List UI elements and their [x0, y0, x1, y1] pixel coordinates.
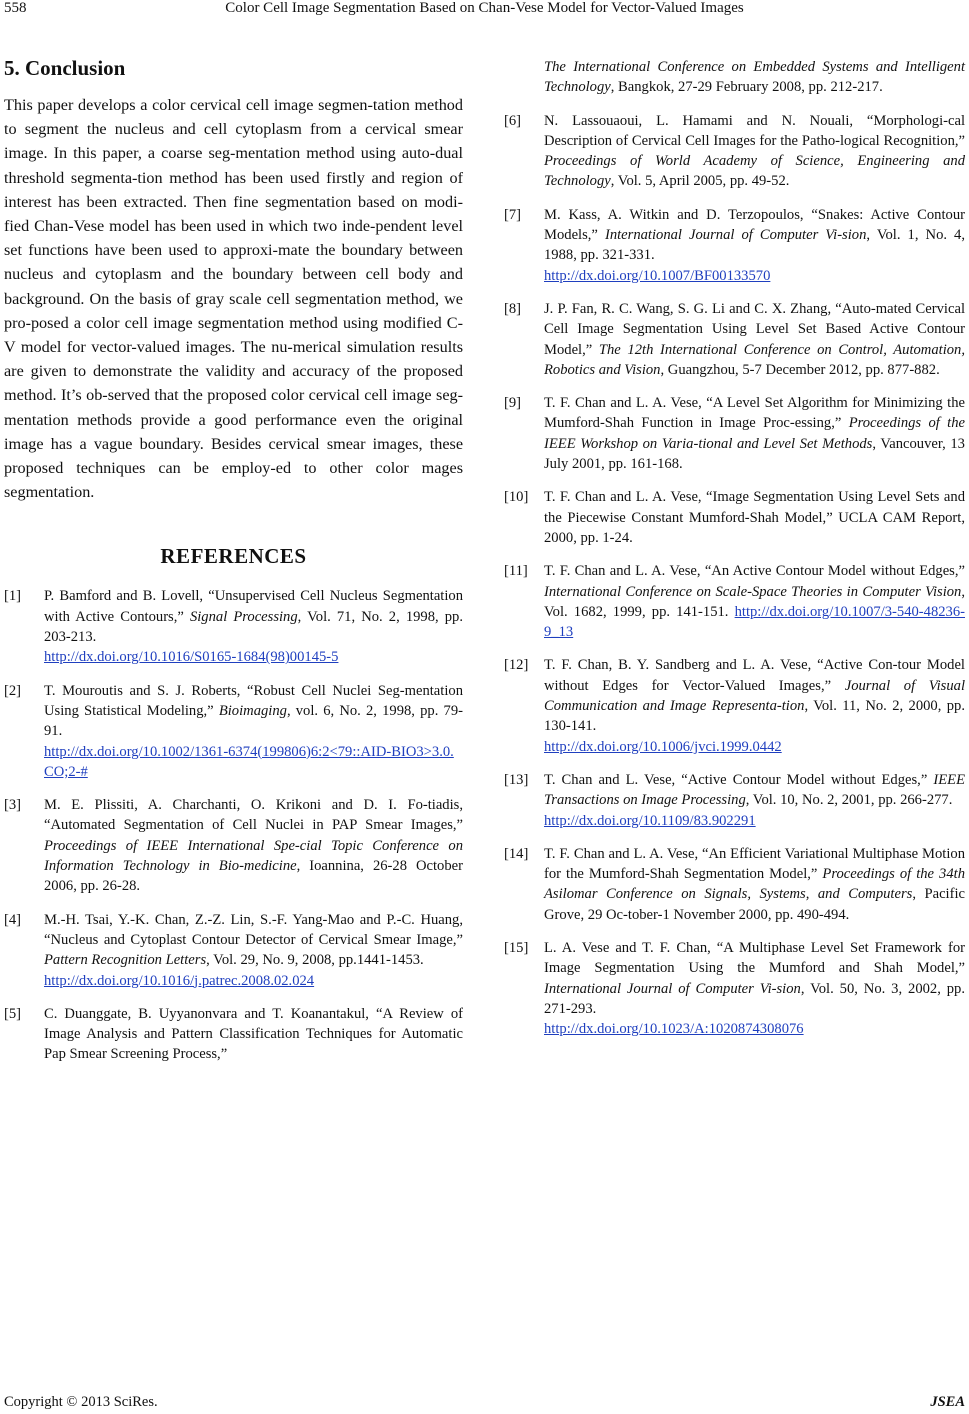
reference-authors-title: J. P. Fan, R. C. Wang, S. G. Li and C. X. Zhang, “Auto-mated Cervical Cell Image Segmentation Using Level Set Based Active Contour Model,”	[544, 300, 965, 358]
reference-authors-title: P. Bamford and B. Lovell, “Unsupervised Cell Nucleus Segmentation with Active Contours,”	[44, 588, 463, 625]
reference-list-right	[504, 57, 965, 1039]
reference-text	[544, 770, 965, 831]
reference-details: , Vol. 5, April 2005, pp. 49-52.	[610, 173, 790, 190]
reference-text	[544, 205, 965, 286]
reference-number: [5]	[4, 1005, 22, 1022]
reference-text	[544, 561, 965, 642]
running-title: Color Cell Image Segmentation Based on Chan-Vese Model for Vector-Valued Images	[225, 0, 744, 16]
reference-authors-title: T. F. Chan and L. A. Vese, “An Active Contour Model without Edges,”	[544, 563, 965, 580]
reference-text	[44, 681, 463, 782]
reference-text	[44, 1004, 463, 1065]
reference-item	[4, 681, 463, 782]
reference-item	[504, 393, 965, 474]
reference-details: , Vol. 11, No. 2, 2000, pp. 130-141.	[544, 698, 966, 735]
reference-venue: International Conference on Scale-Space Theories in Computer Vision	[544, 583, 962, 600]
reference-item	[504, 770, 965, 831]
reference-number: [7]	[504, 206, 522, 223]
reference-text	[544, 844, 965, 925]
reference-item	[504, 57, 965, 98]
reference-text	[544, 111, 965, 192]
reference-text	[544, 655, 965, 756]
reference-number: [6]	[504, 112, 522, 129]
reference-venue: Signal Processing	[189, 608, 298, 625]
reference-details: , Guangzhou, 5-7 December 2012, pp. 877-882.	[660, 361, 940, 378]
reference-details: , Vol. 1, No. 4, 1988, pp. 321-331.	[544, 227, 966, 264]
reference-number: [9]	[504, 395, 522, 412]
reference-item	[504, 655, 965, 756]
reference-item	[504, 205, 965, 286]
reference-item	[504, 111, 965, 192]
reference-authors-title: M. Kass, A. Witkin and D. Terzopoulos, “Snakes: Active Contour Models,”	[544, 206, 965, 244]
reference-item	[4, 586, 463, 667]
reference-authors-title: T. Mouroutis and S. J. Roberts, “Robust Cell Nuclei Seg-mentation Using Statistical Modeling,”	[44, 682, 463, 719]
reference-authors-title: M.-H. Tsai, Y.-K. Chan, Z.-Z. Lin, S.-F. Yang-Mao and P.-C. Huang, “Nucleus and Cytoplast Contour Detector of Cervical Smear Image,”	[44, 911, 463, 948]
conclusion-heading: 5. Conclusion	[4, 56, 126, 80]
journal-abbreviation: JSEA	[930, 1394, 965, 1410]
reference-venue: Proceedings of the IEEE Workshop on Varia-tional and Level Set Methods	[544, 415, 966, 452]
reference-item	[4, 910, 463, 991]
reference-text	[544, 938, 965, 1039]
left-column	[4, 56, 463, 1078]
reference-item	[504, 844, 965, 925]
reference-details: , Pacific Grove, 29 Oc-tober-1 November 2000, pp. 490-494.	[544, 886, 965, 923]
doi-link[interactable]: http://dx.doi.org/10.1007/BF00133570	[544, 267, 771, 284]
doi-link[interactable]: http://dx.doi.org/10.1023/A:1020874308076	[544, 1021, 804, 1038]
reference-venue: The 12th International Conference on Control, Automation, Robotics and Vision	[544, 341, 965, 378]
reference-text	[44, 586, 463, 667]
doi-link[interactable]: http://dx.doi.org/10.1109/83.902291	[544, 812, 756, 829]
reference-number: [2]	[4, 682, 22, 699]
reference-item	[504, 938, 965, 1039]
reference-item	[504, 487, 965, 548]
reference-details: , vol. 6, No. 2, 1998, pp. 79-91.	[44, 702, 463, 740]
reference-authors-title: C. Duanggate, B. Uyyanonvara and T. Koanantakul, “A Review of Image Analysis and Pattern Classification Techniques for Automatic Pap Smear Screening Process,”	[44, 1005, 463, 1063]
reference-text	[504, 57, 965, 98]
reference-authors-title: T. F. Chan and L. A. Vese, “An Efficient Variational Multiphase Motion for the Mumford-Shah Segmentation Model,”	[544, 845, 965, 883]
reference-item	[4, 795, 463, 896]
reference-venue: Bioimaging	[218, 702, 287, 719]
reference-number: [1]	[4, 588, 22, 605]
reference-venue: International Journal of Computer Vi-sion	[604, 227, 867, 244]
reference-details: , Vol. 71, No. 2, 1998, pp. 203-213.	[44, 608, 463, 646]
page-number: 558	[4, 0, 27, 16]
right-column	[504, 57, 965, 1052]
reference-authors-title: L. A. Vese and T. F. Chan, “A Multiphase Level Set Framework for Image Segmentation Using the Mumford and Shah Model,”	[544, 939, 965, 977]
reference-number: [8]	[504, 300, 522, 317]
doi-link[interactable]: http://dx.doi.org/10.1007/3-540-48236-9_13	[544, 603, 965, 641]
reference-venue: Proceedings of IEEE International Spe-cial Topic Conference on Information Technology in Bio-medicine	[44, 837, 463, 875]
reference-number: [4]	[4, 911, 22, 928]
doi-link[interactable]: http://dx.doi.org/10.1016/j.patrec.2008.02.024	[44, 972, 315, 989]
reference-details: , Ioannina, 26-28 October 2006, pp. 26-28.	[44, 858, 463, 895]
reference-authors-title: T. F. Chan and L. A. Vese, “A Level Set Algorithm for Minimizing the Mumford-Shah Function in Image Proc-essing,”	[544, 395, 965, 432]
reference-number: [3]	[4, 797, 22, 814]
conclusion-paragraph: This paper develops a color cervical cell image segmen-tation method to segment the nucleus and cell cytoplasm from a cervical smear image. In this paper, a coarse seg-mentation method using auto-dual threshold segmenta-tion method has been used firstly and region of interest has been extracted. Then fine segmentation based on modi-fied Chan-Vese model has been used in which two inde-pendent level set functions have been used to approxi-mate the boundary between nucleus and cytoplasm and the boundary between cell body and background. On the basis of gray scale cell segmentation method, we pro-posed a color cell image segmentation method using modified C-V model for vector-valued images. The nu-merical simulation results are given to demonstrate the validity and accuracy of the proposed method. It’s ob-served that the proposed color cervical cell image seg-mentation methods provide a good performance even the original image has a vague boundary. Besides cervical smear images, these proposed techniques can be employ-ed to other color mages segmentation.	[4, 96, 463, 502]
reference-number: [11]	[504, 563, 528, 580]
reference-text	[44, 910, 463, 991]
reference-text	[544, 487, 965, 548]
reference-item	[504, 561, 965, 642]
reference-details: , Bangkok, 27-29 February 2008, pp. 212-217.	[610, 79, 883, 96]
reference-text	[44, 795, 463, 896]
reference-authors-title: T. F. Chan and L. A. Vese, “Image Segmentation Using Level Sets and the Piecewise Constant Mumford-Shah Model,” UCLA CAM Report, 2000, pp. 1-24.	[544, 489, 965, 546]
reference-venue: IEEE Transactions on Image Processing	[544, 771, 965, 809]
reference-number: [14]	[504, 845, 529, 862]
copyright-notice: Copyright © 2013 SciRes.	[4, 1394, 158, 1410]
reference-authors-title: N. Lassouaoui, L. Hamami and N. Nouali, “Morphologi-cal Description of Cervical Cell Images for the Patho-logical Recognition,”	[544, 112, 965, 149]
reference-venue: Journal of Visual Communication and Image Representa-tion	[544, 677, 966, 715]
reference-details: , Vol. 29, No. 9, 2008, pp.1441-1453.	[206, 952, 424, 969]
reference-venue: Proceedings of the 34th Asilomar Conference on Signals, Systems, and Computers	[544, 866, 965, 903]
reference-venue: Pattern Recognition Letters	[44, 952, 207, 969]
reference-number: [12]	[504, 657, 529, 674]
reference-number: [10]	[504, 489, 529, 506]
reference-authors-title: M. E. Plissiti, A. Charchanti, O. Krikoni and D. I. Fo-tiadis, “Automated Segmentation of Cell Nuclei in PAP Smear Images,”	[44, 797, 463, 834]
reference-item	[4, 1004, 463, 1065]
reference-text	[544, 299, 965, 380]
references-heading: REFERENCES	[160, 544, 307, 569]
reference-text	[544, 393, 965, 474]
reference-item	[504, 299, 965, 380]
reference-venue: Proceedings of World Academy of Science, Engineering and Technology	[544, 153, 965, 190]
reference-details: , Vol. 10, No. 2, 2001, pp. 266-277.	[745, 792, 953, 809]
reference-details: , Vancouver, 13 July 2001, pp. 161-168.	[544, 435, 965, 473]
doi-link[interactable]: http://dx.doi.org/10.1006/jvci.1999.0442	[544, 738, 782, 755]
doi-link[interactable]: http://dx.doi.org/10.1002/1361-6374(199806)6:2<79::AID-BIO3>3.0.CO;2-#	[44, 743, 454, 780]
reference-authors-title: T. Chan and L. Vese, “Active Contour Model without Edges,”	[544, 771, 934, 788]
reference-venue: The International Conference on Embedded Systems and Intelligent Technology	[544, 59, 965, 96]
doi-link[interactable]: http://dx.doi.org/10.1016/S0165-1684(98)00145-5	[44, 649, 339, 666]
reference-venue: International Journal of Computer Vi-sion	[544, 980, 801, 997]
running-header	[0, 0, 969, 24]
reference-number: [13]	[504, 771, 529, 788]
reference-details: , Vol. 50, No. 3, 2002, pp. 271-293.	[544, 980, 965, 1017]
reference-number: [15]	[504, 939, 529, 956]
reference-list-left	[4, 586, 463, 1064]
reference-details: , Vol. 1682, 1999, pp. 141-151.	[544, 583, 965, 620]
reference-authors-title: T. F. Chan, B. Y. Sandberg and L. A. Vese, “Active Con-tour Model without Edges for Vector-Valued Images,”	[544, 657, 965, 694]
